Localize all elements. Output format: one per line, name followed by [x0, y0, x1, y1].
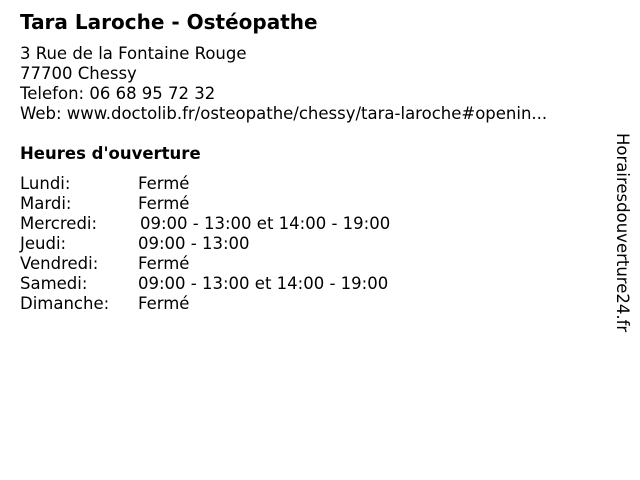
watermark-text: Horairesdouverture24.fr: [613, 133, 632, 333]
phone-number: Telefon: 06 68 95 72 32: [20, 84, 216, 103]
day-hours: Fermé: [138, 194, 190, 213]
business-info: [20, 44, 547, 124]
day-label: Vendredi:: [20, 254, 99, 273]
day-hours: 09:00 - 13:00: [138, 234, 250, 253]
day-label: Mercredi:: [20, 214, 98, 233]
day-label: Mardi:: [20, 194, 72, 213]
site-watermark: [611, 133, 635, 343]
day-label: Lundi:: [20, 174, 71, 193]
opening-hours-heading: Heures d'ouverture: [20, 144, 201, 163]
day-hours: Fermé: [138, 294, 190, 313]
day-label: Samedi:: [20, 274, 88, 293]
day-hours: Fermé: [138, 174, 190, 193]
day-hours: Fermé: [138, 254, 190, 273]
day-hours: 09:00 - 13:00 et 14:00 - 19:00: [138, 274, 389, 293]
business-title: Tara Laroche - Ostéopathe: [20, 10, 318, 34]
day-hours: 09:00 - 13:00 et 14:00 - 19:00: [140, 214, 391, 233]
address-street: 3 Rue de la Fontaine Rouge: [20, 44, 247, 63]
website-link[interactable]: Web: www.doctolib.fr/osteopathe/chessy/tara-laroche#openin...: [20, 104, 548, 123]
day-label: Dimanche:: [20, 294, 110, 313]
address-city: 77700 Chessy: [20, 64, 137, 83]
day-label: Jeudi:: [20, 234, 67, 253]
